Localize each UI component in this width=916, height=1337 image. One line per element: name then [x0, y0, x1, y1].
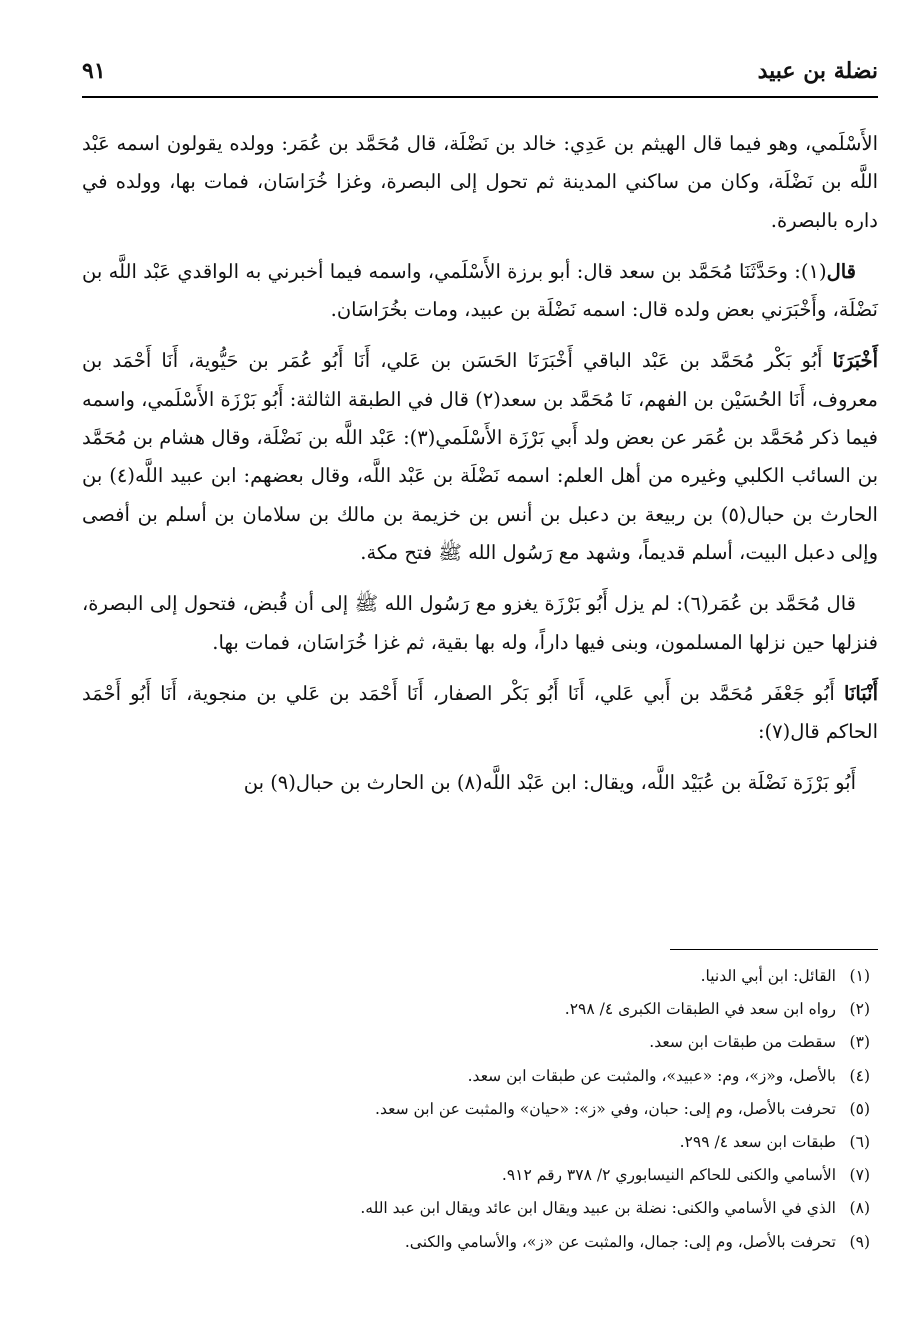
paragraph-text: أَبُو بَكْر مُحَمَّد بن عَبْد الباقي أَخْبَرَنَا الحَسَن بن عَلي، أَنَا أَبُو عُمَر بن حَيُّوية، أَنَا أَحْمَد بن معروف، أَنَا الحُسَيْن بن الفهم، نَا مُحَمَّد بن سعد(٢) قال في الطبقة الثالثة: أَبُو بَرْزَة الأَسْلَمي، واسمه فيما ذكر مُحَمَّد بن عُمَر عن بعض ولد أَبي بَرْزَة الأَسْلَمي(٣): عَبْد اللَّه بن نَضْلَة، وقال هشام بن مُحَمَّد بن السائب الكلبي وغيره من أهل العلم: اسمه نَضْلَة بن عَبْد اللَّه، وقال بعضهم: ابن عبيد اللَّه(٤) بن الحارث بن حبال(٥) بن ربيعة بن دعبل بن أنس بن خزيمة بن مالك بن سلامان بن أسلم بن أفصى وإلى دعبل البيت، أسلم قديماً، وشهد مع رَسُول الله ﷺ فتح مكة. — [82, 349, 878, 564]
paragraph-lead: أَنْبَانَا — [843, 681, 879, 705]
footnote-text: القائل: ابن أبي الدنيا. — [700, 967, 836, 985]
footnote — [90, 1026, 870, 1059]
paragraph — [82, 764, 878, 802]
paragraph-lead: قال — [826, 259, 856, 283]
footnote-number: (٦) — [849, 1133, 870, 1152]
paragraph-text: الأَسْلَمي، وهو فيما قال الهيثم بن عَدِي: خالد بن نَضْلَة، قال مُحَمَّد بن عُمَر: وولده يقولون اسمه عَبْد اللَّه بن نَضْلَة، وكان من ساكني المدينة ثم تحول إلى البصرة، وغزا خُرَاسَان، فمات بها، وولده في داره بالبصرة. — [82, 132, 878, 232]
footnote-number: (١) — [849, 967, 870, 985]
header-rule — [82, 96, 878, 98]
footnote-number: (٨) — [849, 1199, 870, 1218]
footnote-rule — [670, 949, 878, 950]
footnote — [90, 1093, 870, 1126]
footnote-text: رواه ابن سعد في الطبقات الكبرى ٤/ ٢٩٨. — [564, 1000, 836, 1019]
paragraph-lead: أَخْبَرَنَا — [832, 349, 879, 373]
footnote-text: بالأصل، و«ز»، وم: «عبيد»، والمثبت عن طبقات ابن سعد. — [467, 1066, 836, 1085]
footnote-text: طبقات ابن سعد ٤/ ٢٩٩. — [679, 1133, 836, 1152]
paragraph — [82, 125, 878, 240]
page-number: ٩١ — [82, 58, 106, 84]
paragraph — [82, 253, 878, 330]
footnote-text: الأسامي والكنى للحاكم النيسابوري ٢/ ٣٧٨ رقم ٩١٢. — [501, 1166, 836, 1185]
paragraph — [82, 342, 878, 572]
footnote — [90, 1060, 870, 1093]
paragraph-text: (١): وحَدَّثَنَا مُحَمَّد بن سعد قال: أبو برزة الأَسْلَمي، واسمه فيما أخبرني به الواقدي عَبْد اللَّه بن نَضْلَة، وأَخْبَرَني بعض ولده قال: اسمه نَضْلَة بن عبيد، ومات بخُرَاسَان. — [82, 259, 878, 322]
footnote-text: الذي في الأسامي والكنى: نضلة بن عبيد ويقال ابن عائد ويقال ابن عبد الله. — [360, 1199, 836, 1218]
paragraph — [82, 585, 878, 662]
footnote-text: تحرفت بالأصل، وم إلى: جمال، والمثبت عن «ز»، والأسامي والكنى. — [404, 1232, 836, 1251]
footnote-number: (٢) — [849, 1000, 870, 1019]
footnote — [90, 960, 870, 993]
footnote — [90, 993, 870, 1026]
paragraph-text: أَبُو بَرْزَة نَضْلَة بن عُبَيْد اللَّه، ويقال: ابن عَبْد اللَّه(٨) بن الحارث بن حبال(٩) بن — [243, 771, 856, 795]
footnote-text: تحرفت بالأصل، وم إلى: حبان، وفي «ز»: «حيان» والمثبت عن ابن سعد. — [375, 1099, 836, 1118]
paragraph — [82, 675, 878, 752]
footnotes — [90, 960, 870, 1259]
main-text — [82, 125, 878, 816]
running-title: نضلة بن عبيد — [757, 58, 878, 84]
page-header — [82, 58, 878, 98]
footnote — [90, 1159, 870, 1192]
footnote-number: (٤) — [849, 1066, 870, 1085]
footnote — [90, 1126, 870, 1159]
footnote-number: (٣) — [849, 1033, 870, 1052]
footnote-text: سقطت من طبقات ابن سعد. — [649, 1033, 836, 1052]
footnote-number: (٩) — [849, 1232, 870, 1251]
footnote — [90, 1226, 870, 1259]
footnote-number: (٧) — [849, 1166, 870, 1185]
paragraph-text: أَبُو جَعْفَر مُحَمَّد بن أَبي عَلي، أَنَا أَبُو بَكْر الصفار، أَنَا أَحْمَد بن عَلي بن منجوية، أَنَا أَبُو أَحْمَد الحاكم قال(٧): — [82, 681, 878, 744]
paragraph-text: قال مُحَمَّد بن عُمَر(٦): لم يزل أَبُو بَرْزَة يغزو مع رَسُول الله ﷺ إلى أن قُبض، فتحول إلى البصرة، فنزلها حين نزلها المسلمون، وبنى فيها داراً، وله بها بقية، ثم غزا خُرَاسَان، فمات بها. — [82, 592, 878, 654]
footnote-number: (٥) — [849, 1099, 870, 1118]
footnote — [90, 1192, 870, 1225]
